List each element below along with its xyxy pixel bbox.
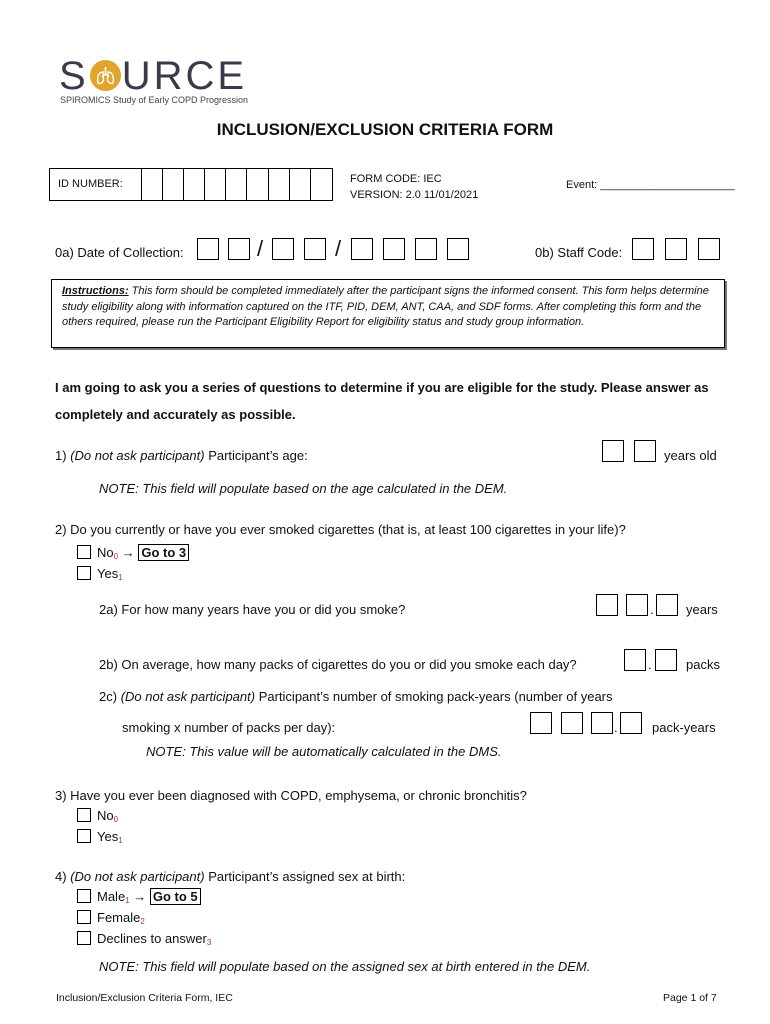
- q3-option-no[interactable]: [77, 808, 118, 824]
- staff-code-label: 0b) Staff Code:: [535, 245, 623, 260]
- staff-code-box[interactable]: [632, 238, 654, 260]
- logo: [59, 56, 247, 96]
- q1-instruction: (Do not ask participant): [70, 448, 205, 463]
- date-day-box[interactable]: [304, 238, 326, 260]
- q4-option-male[interactable]: [77, 889, 201, 905]
- id-digit-cell[interactable]: [269, 169, 290, 200]
- form-title: INCLUSION/EXCLUSION CRITERIA FORM: [216, 120, 554, 139]
- q2c-text: Participant’s number of smoking pack-years (number of years: [255, 689, 613, 704]
- date-year-box[interactable]: [447, 238, 469, 260]
- instructions-text: This form should be completed immediately after the participant signs the informed consent. This form helps determine study eligibility along with information captured on the ITF, PID, DEM, ANT, CAA, and SDF forms. After completing this form and the others required, please run the Participant Eligibility Report for eligibility status and study group information.: [62, 285, 709, 328]
- q2c-text-cont: smoking x number of packs per day):: [122, 720, 336, 735]
- logo-subtitle: SPIROMICS Study of Early COPD Progression: [60, 95, 249, 105]
- smoke-years-box[interactable]: [596, 594, 618, 616]
- skip-instruction: Go to 5: [150, 888, 201, 905]
- option-label: Female: [97, 910, 141, 925]
- option-code: 0: [113, 552, 119, 561]
- option-code: 1: [125, 896, 130, 905]
- id-number-label: ID NUMBER:: [50, 169, 142, 200]
- checkbox[interactable]: [77, 829, 91, 843]
- q1-note: NOTE: This field will populate based on the age calculated in the DEM.: [99, 481, 508, 496]
- skip-instruction: Go to 3: [138, 544, 189, 561]
- option-label: Declines to answer: [97, 931, 207, 946]
- q2c-label: [99, 689, 613, 704]
- id-digit-cell[interactable]: [142, 169, 163, 200]
- pack-years-unit: pack-years: [652, 720, 716, 735]
- q1-text: Participant’s age:: [204, 448, 308, 463]
- q2-option-yes[interactable]: [77, 566, 123, 582]
- logo-text-right: URCE: [121, 54, 248, 98]
- date-month-box[interactable]: [197, 238, 219, 260]
- lungs-icon: [90, 60, 121, 91]
- checkbox[interactable]: [77, 931, 91, 945]
- q2-question: 2) Do you currently or have you ever smoked cigarettes (that is, at least 100 cigarettes in your life)?: [55, 522, 626, 537]
- age-box[interactable]: [602, 440, 624, 462]
- id-digit-cell[interactable]: [205, 169, 226, 200]
- q4-instruction: (Do not ask participant): [70, 869, 205, 884]
- staff-code-box[interactable]: [665, 238, 687, 260]
- date-year-box[interactable]: [383, 238, 405, 260]
- checkbox[interactable]: [77, 566, 91, 580]
- age-box[interactable]: [634, 440, 656, 462]
- option-code: 1: [118, 836, 123, 845]
- pack-years-box[interactable]: [620, 712, 642, 734]
- q2b-question: 2b) On average, how many packs of cigarettes do you or did you smoke each day?: [99, 657, 577, 672]
- packs-box[interactable]: [655, 649, 677, 671]
- form-code-block: [350, 171, 478, 203]
- option-label: No: [97, 545, 114, 560]
- q4-note: NOTE: This field will populate based on the assigned sex at birth entered in the DEM.: [99, 959, 591, 974]
- option-label: Yes: [97, 829, 119, 844]
- smoke-years-box[interactable]: [656, 594, 678, 616]
- q1-num: 1): [55, 448, 67, 463]
- date-day-box[interactable]: [272, 238, 294, 260]
- date-separator: /: [257, 236, 264, 261]
- arrow-icon: →: [133, 889, 147, 904]
- q4-label: [55, 869, 405, 884]
- event-field[interactable]: Event: ______________________: [566, 179, 735, 191]
- checkbox[interactable]: [77, 910, 91, 924]
- checkbox[interactable]: [77, 545, 91, 559]
- id-digit-cell[interactable]: [247, 169, 268, 200]
- instructions-lead: Instructions:: [62, 285, 129, 297]
- id-digit-cell[interactable]: [311, 169, 332, 200]
- arrow-icon: →: [121, 545, 135, 560]
- decimal-point: .: [650, 602, 654, 617]
- id-digit-cell[interactable]: [163, 169, 184, 200]
- instructions-box: [51, 279, 725, 348]
- option-code: 3: [206, 938, 212, 947]
- q4-option-female[interactable]: [77, 910, 145, 926]
- years-unit: years: [686, 602, 718, 617]
- staff-code-box[interactable]: [698, 238, 720, 260]
- q3-option-yes[interactable]: [77, 829, 123, 845]
- q1-label: [55, 448, 308, 463]
- packs-unit: packs: [686, 657, 720, 672]
- decimal-point: .: [648, 657, 652, 672]
- id-digit-cell[interactable]: [226, 169, 247, 200]
- decimal-point: .: [614, 720, 618, 735]
- date-month-box[interactable]: [228, 238, 250, 260]
- date-of-collection-label: 0a) Date of Collection:: [55, 245, 184, 260]
- footer-page-number: Page 1 of 7: [663, 992, 717, 1004]
- q4-option-decline[interactable]: [77, 931, 211, 947]
- pack-years-box[interactable]: [561, 712, 583, 734]
- pack-years-box[interactable]: [530, 712, 552, 734]
- id-digit-cell[interactable]: [290, 169, 311, 200]
- date-year-box[interactable]: [351, 238, 373, 260]
- footer-form-name: Inclusion/Exclusion Criteria Form, IEC: [56, 992, 233, 1004]
- intro-statement: I am going to ask you a series of questions to determine if you are eligible for the study. Please answer as completely and accurately as possible.: [55, 380, 709, 422]
- date-year-box[interactable]: [415, 238, 437, 260]
- option-code: 1: [118, 573, 123, 582]
- id-digit-cell[interactable]: [184, 169, 205, 200]
- smoke-years-box[interactable]: [626, 594, 648, 616]
- option-code: 0: [113, 815, 119, 824]
- form-code: FORM CODE: IEC: [350, 173, 442, 185]
- age-unit: years old: [664, 448, 717, 463]
- checkbox[interactable]: [77, 889, 91, 903]
- option-label: Male: [97, 889, 126, 904]
- form-version: VERSION: 2.0 11/01/2021: [350, 189, 479, 201]
- q2c-num: 2c): [99, 689, 118, 704]
- date-separator: /: [335, 236, 342, 261]
- packs-box[interactable]: [624, 649, 646, 671]
- q4-text: Participant’s assigned sex at birth:: [204, 869, 406, 884]
- option-label: Yes: [97, 566, 119, 581]
- q2-option-no[interactable]: [77, 545, 189, 561]
- q2c-note: NOTE: This value will be automatically calculated in the DMS.: [146, 744, 502, 759]
- pack-years-box[interactable]: [591, 712, 613, 734]
- id-number-field[interactable]: [49, 168, 333, 201]
- q4-num: 4): [55, 869, 67, 884]
- checkbox[interactable]: [77, 808, 91, 822]
- option-label: No: [97, 808, 114, 823]
- q3-question: 3) Have you ever been diagnosed with COPD, emphysema, or chronic bronchitis?: [55, 788, 527, 803]
- logo-text-left: S: [59, 54, 89, 98]
- option-code: 2: [140, 917, 145, 926]
- q2a-question: 2a) For how many years have you or did you smoke?: [99, 602, 406, 617]
- q2c-instruction: (Do not ask participant): [120, 689, 256, 704]
